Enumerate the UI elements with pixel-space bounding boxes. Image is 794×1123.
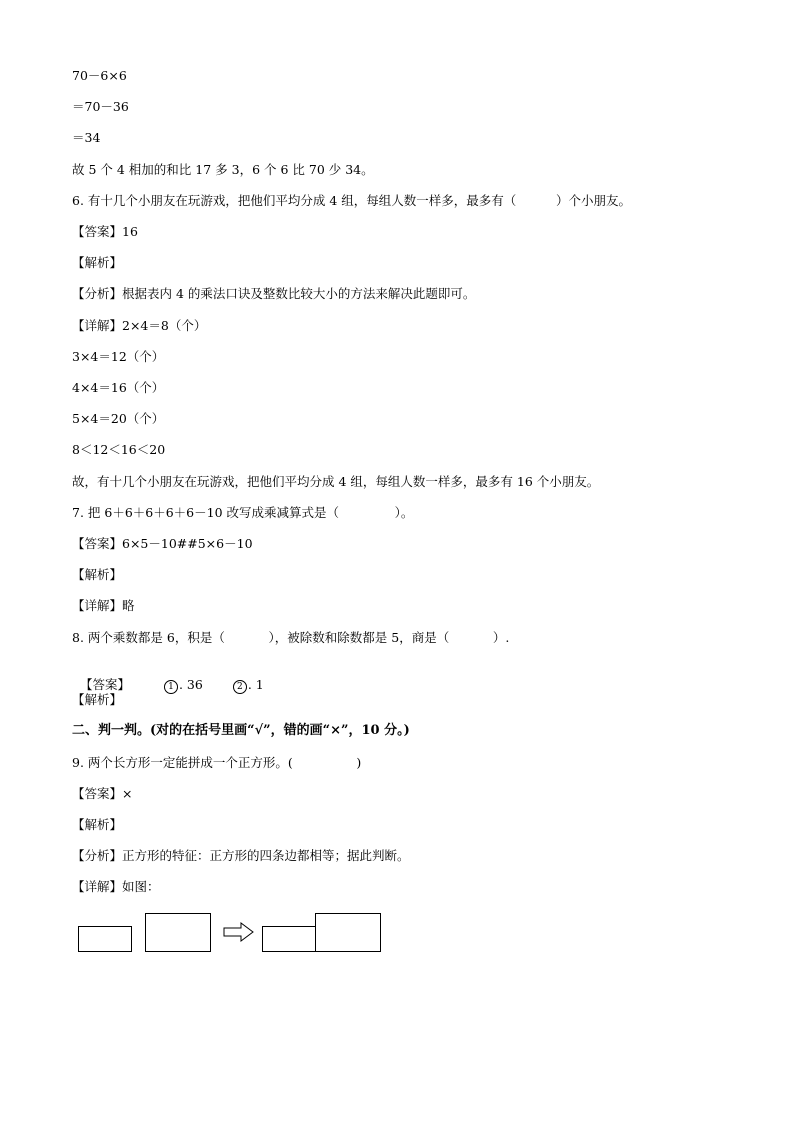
question-6: 6. 有十几个小朋友在玩游戏，把他们平均分成 4 组，每组人数一样多，最多有（ ）个小朋友。 [72, 193, 632, 208]
text-line: 8＜12＜16＜20 [72, 442, 166, 457]
question-9: 9. 两个长方形一定能拼成一个正方形。( ) [72, 755, 362, 770]
detail-line: 【详解】略 [72, 598, 135, 613]
detail-line: 【详解】如图： [72, 879, 160, 894]
answer-line: 【答案】× [72, 786, 133, 801]
combined-rectangle-large [315, 913, 381, 952]
analysis-text: 【分析】根据表内 4 的乘法口诀及整数比较大小的方法来解决此题即可。 [72, 286, 476, 301]
answer-2: . 1 [247, 677, 264, 692]
analysis-text: 【分析】正方形的特征：正方形的四条边都相等；据此判断。 [72, 848, 410, 863]
rectangle-large [145, 913, 211, 952]
circled-number-1: 1 [164, 680, 178, 694]
right-arrow-icon [223, 922, 255, 942]
text-line: ＝34 [72, 130, 101, 145]
conclusion-line: 故，有十几个小朋友在玩游戏，把他们平均分成 4 组，每组人数一样多，最多有 16 个小朋友。 [72, 474, 600, 489]
analysis-label: 【解析】 [72, 817, 123, 832]
text-line: 3×4＝12（个） [72, 349, 165, 364]
rectangle-small [78, 926, 132, 952]
analysis-label: 【解析】 [72, 692, 123, 707]
section-heading: 二、判一判。(对的在括号里画“√”，错的画“×”，10 分。) [72, 723, 410, 738]
answer-line: 【答案】16 [72, 224, 138, 239]
detail-line: 【详解】2×4＝8（个） [72, 318, 207, 333]
text-line: 故 5 个 4 相加的和比 17 多 3，6 个 6 比 70 少 34。 [72, 162, 374, 177]
question-8: 8. 两个乘数都是 6，积是（ ），被除数和除数都是 5，商是（ ）. [72, 630, 510, 645]
analysis-label: 【解析】 [72, 567, 123, 582]
answer-1: . 36 [178, 677, 203, 692]
answer-line: 【答案】6×5－10##5×6－10 [72, 536, 253, 551]
answer-tag: 【答案】 [79, 677, 130, 692]
text-line: ＝70－36 [72, 99, 129, 114]
text-line: 5×4＝20（个） [72, 411, 165, 426]
answer-line [72, 661, 264, 694]
combined-rectangle-small [262, 926, 317, 952]
question-7: 7. 把 6＋6＋6＋6＋6－10 改写成乘减算式是（ ）。 [72, 505, 414, 520]
text-line: 4×4＝16（个） [72, 380, 165, 395]
analysis-label: 【解析】 [72, 255, 123, 270]
text-line: 70－6×6 [72, 68, 127, 83]
circled-number-2: 2 [233, 680, 247, 694]
